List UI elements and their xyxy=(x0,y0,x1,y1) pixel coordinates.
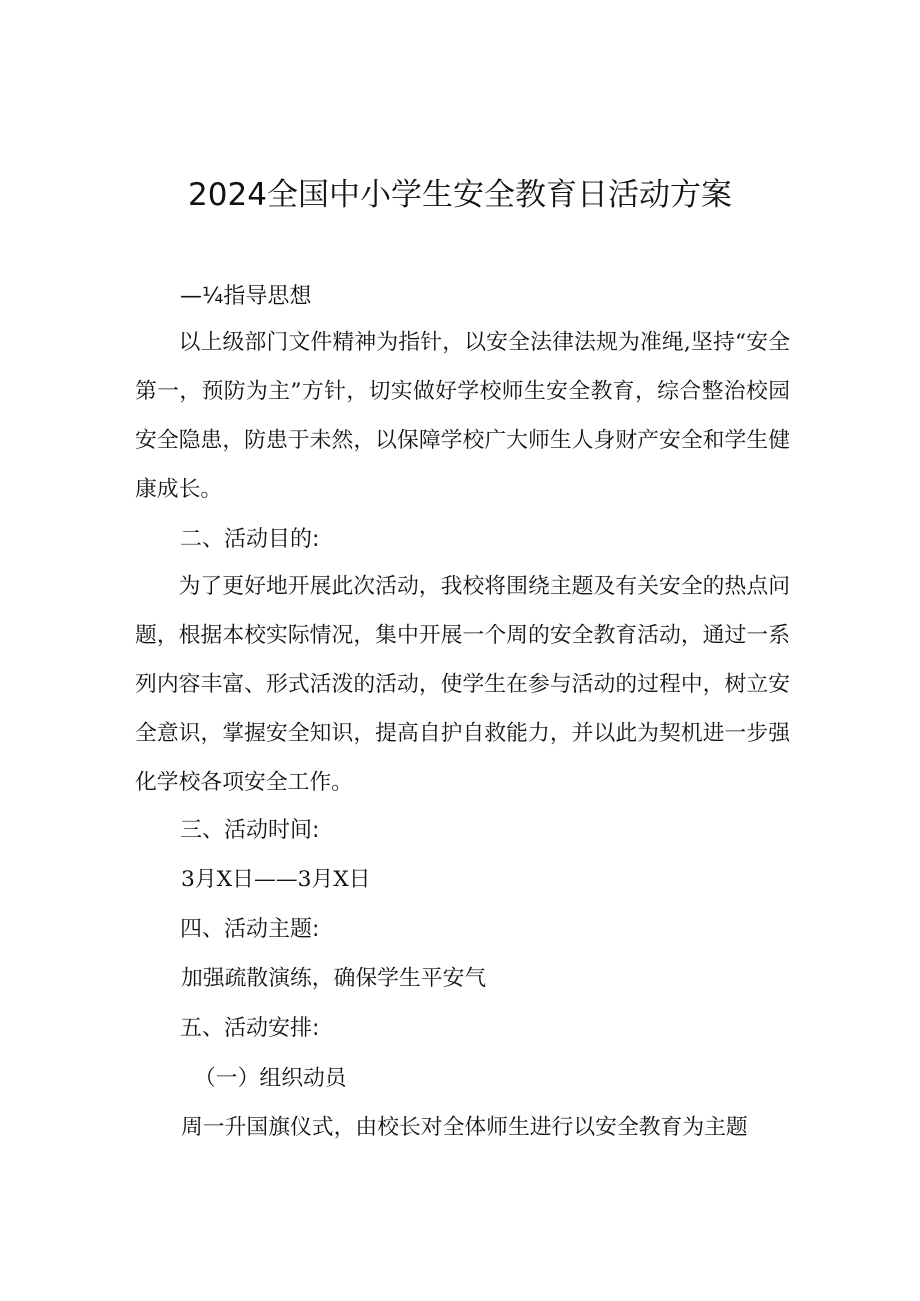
subsection-heading-mobilization: （一）组织动员 xyxy=(194,1066,347,1091)
section-heading-activity-theme: 四、活动主题: xyxy=(180,917,320,942)
section-body-activity-theme: 加强疏散演练，确保学生平安气 xyxy=(181,966,487,991)
section-heading-guiding-ideology: —¼指导思想 xyxy=(180,284,312,309)
section-body-activity-purpose: 为了更好地开展此次活动，我校将围绕主题及有关安全的热点问题，根据本校实际情况，集中开展一个周的安全教育活动，通过一系列内容丰富、形式活泼的活动，使学生在参与活动的过程中，树立安全意识，掌握安全知识，提高自护自救能力，并以此为契机进一步强化学校各项安全工作。 xyxy=(135,574,790,795)
section-heading-activity-purpose: 二、活动目的: xyxy=(180,527,320,552)
section-body-activity-arrangement: 周一升国旗仪式，由校长对全体师生进行以安全教育为主题 xyxy=(181,1115,748,1140)
section-heading-activity-time: 三、活动时间: xyxy=(180,818,320,843)
section-heading-activity-arrangement: 五、活动安排: xyxy=(180,1016,320,1041)
section-body-activity-time: 3月X日——3月X日 xyxy=(181,867,371,892)
document-title: 2024全国中小学生安全教育日活动方案 xyxy=(188,177,732,213)
section-body-guiding-ideology: 以上级部门文件精神为指针，以安全法律法规为准绳,坚持“安全第一，预防为主”方针，切实做好学校师生安全教育，综合整治校园安全隐患，防患于未然，以保障学校广大师生人身财产安全和学生健康成长。 xyxy=(135,330,790,502)
